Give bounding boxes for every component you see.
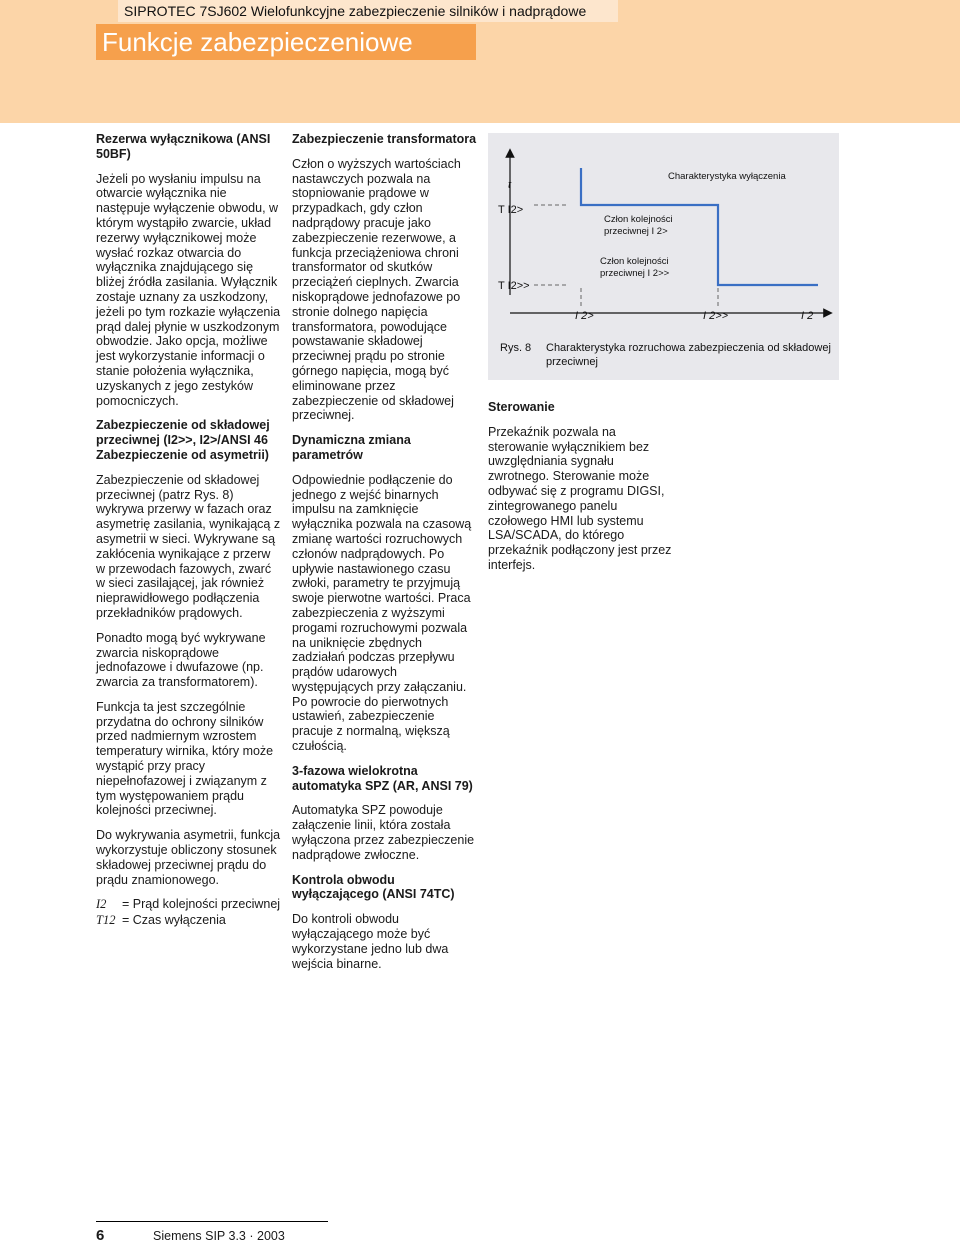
- section-title: Funkcje zabezpieczeniowe: [96, 24, 476, 60]
- characteristic-label: Charakterystyka wyłączenia: [668, 171, 786, 182]
- heading-trip-circuit-supervision: Kontrola obwodu wyłączającego (ANSI 74TC): [292, 872, 455, 902]
- paragraph-trip-circuit-supervision: Do kontroli obwodu wyłączającego może być wykorzystane jedno lub dwa wejścia binarne.: [292, 912, 449, 971]
- page-number: 6: [96, 1227, 105, 1244]
- left-column: [96, 132, 281, 929]
- x-axis-label: I 2: [801, 310, 814, 322]
- heading-transformer-protection: Zabezpieczenie transformatora: [292, 132, 477, 146]
- stage1-label-line1: Człon kolejności: [604, 214, 673, 225]
- definition-row: [96, 913, 281, 928]
- stage1-label-line2: przeciwnej I 2>: [604, 226, 668, 237]
- right-column: [488, 400, 673, 583]
- stage2-label-line2: przeciwnej I 2>>: [600, 268, 670, 279]
- x-tick-label-2: I 2>>: [703, 310, 729, 322]
- definition-term: I2: [96, 897, 107, 912]
- heading-breaker-failure: Rezerwa wyłącznikowa (ANSI 50BF): [96, 132, 271, 161]
- stage2-label-line1: Człon kolejności: [600, 256, 669, 267]
- figure-caption-number: Rys. 8: [500, 342, 532, 354]
- paragraph-motor-protection: Funkcja ta jest szczególnie przydatna do ochrony silników przed nadmiernym wzrostem temperatury wirnika, który może wystąpić przy pracy niepełnofazowej i związanym z tym występowaniem prądu kolejności przeciwnej.: [96, 699, 274, 818]
- x-tick-label-1: I 2>: [575, 310, 594, 322]
- paragraph-auto-reclose: Automatyka SPZ powoduje załączenie linii, która została wyłączona przez zabezpieczenie nadprądowe zwłoczne.: [292, 803, 475, 862]
- paragraph-asymmetry-detection: Do wykrywania asymetrii, funkcja wykorzystuje obliczony stosunek składowej przeciwnej prądu do prądu znamionowego.: [96, 828, 281, 887]
- figure-8-panel: [488, 133, 839, 380]
- paragraph-negative-sequence: Zabezpieczenie od składowej przeciwnej (patrz Rys. 8) wykrywa przerwy w fazach oraz asymetrię zasilania, wynikającą z asymetrii w sieci. Wykrywane są zakłócenia wynikające z przerw w przewodach fazowych, zwarć w sieci zasilającej, jak również nieprawidłowego podłączenia przekładników prądowych.: [96, 472, 281, 620]
- figure-8-chart: [488, 133, 839, 380]
- publisher-info: Siemens SIP 3.3 · 2003: [153, 1229, 285, 1243]
- middle-column: [292, 132, 477, 981]
- t-high-label: T I2>: [498, 204, 524, 216]
- document-title: SIPROTEC 7SJ602 Wielofunkcyjne zabezpieczenie silników i nadprądowe: [118, 0, 618, 22]
- heading-dynamic-parameters: Dynamiczna zmiana parametrów: [292, 433, 411, 462]
- definition-text: = Prąd kolejności przeciwnej: [122, 897, 281, 912]
- heading-negative-sequence: Zabezpieczenie od składowej przeciwnej (I2>>, I2>/ANSI 46 Zabezpieczenie od asymetrii): [96, 418, 270, 462]
- paragraph-transformer-protection: Człon o wyższych wartościach nastawczych pozwala na stopniowanie prądowe w przypadkach, gdy człon nadprądowy pracuje jako zabezpieczenie rezerwowe, a funkcja przeciążeniowa chroni transformator od skutków przeciążeń cieplnych. Zwarcia niskoprądowe jednofazowe po stronie dolnego napięcia transformatora, powodujące powstawanie składowej przeciwnej prądu po stronie górnego napięcia, mogą być eliminowane przez zabezpieczenie od składowej przeciwnej.: [292, 156, 461, 423]
- heading-control: Sterowanie: [488, 400, 555, 414]
- heading-auto-reclose: 3-fazowa wielokrotna automatyka SPZ (AR, ANSI 79): [292, 763, 473, 793]
- definition-row: [96, 897, 281, 912]
- figure-caption-line2: przeciwnej: [546, 356, 598, 368]
- definition-text: = Czas wyłączenia: [122, 913, 226, 928]
- t-low-label: T I2>>: [498, 280, 530, 292]
- definition-list: [96, 897, 281, 928]
- footer-rule: [96, 1221, 328, 1222]
- definition-term: T12: [96, 913, 116, 928]
- figure-caption-line1: Charakterystyka rozruchowa zabezpieczenia od składowej: [546, 342, 831, 354]
- paragraph-dynamic-parameters: Odpowiednie podłączenie do jednego z wejść binarnych impulsu na zamknięcie wyłącznika pozwala na czasową zmianę wartości rozruchowych członów nadprądowych. Po upływie nastawionego czasu zwłoki, parametry te przyjmują swoje pierwotne wartości. Praca zabezpieczenia z wyższymi progami rozruchowymi pozwala na uniknięcie zbędnych zadziałań podczas przepływu prądów udarowych występujących przy załączaniu. Po powrocie do pierwotnych ustawień, zabezpieczenie pracuje z normalną, większą czułością.: [292, 472, 472, 754]
- paragraph-control: Przekaźnik pozwala na sterowanie wyłącznikiem bez uwzględniania sygnału zwrotnego. Sterowanie może odbywać się z programu DIGSI, zintegrowanego panelu czołowego HMI lub systemu LSA/SCADA, do którego przekaźnik podłączony jest przez interfejs.: [488, 424, 672, 572]
- paragraph-low-current-faults: Ponadto mogą być wykrywane zwarcia niskoprądowe jednofazowe i dwufazowe (np. zwarcia za transformatorem).: [96, 630, 266, 690]
- paragraph-breaker-failure: Jeżeli po wysłaniu impulsu na otwarcie wyłącznika nie następuje wyłączenie obwodu, w którym wystąpiło zwarcie, układ rezerwy wyłącznikowej może wysłać rozkaz otwarcia do wyłącznika znajdującego się bliżej źródła zasilania. Wyłącznik zostaje uznany za uszkodzony, jeżeli po tym rozkazie wyłączenia prąd dalej płynie w uszkodzonym obwodzie. Jako opcja, możliwe jest wykorzystanie informacji o stanie położenia wyłącznika, uzyskanych z jego zestyków pomocniczych.: [96, 171, 281, 408]
- y-axis-label: t: [508, 179, 512, 191]
